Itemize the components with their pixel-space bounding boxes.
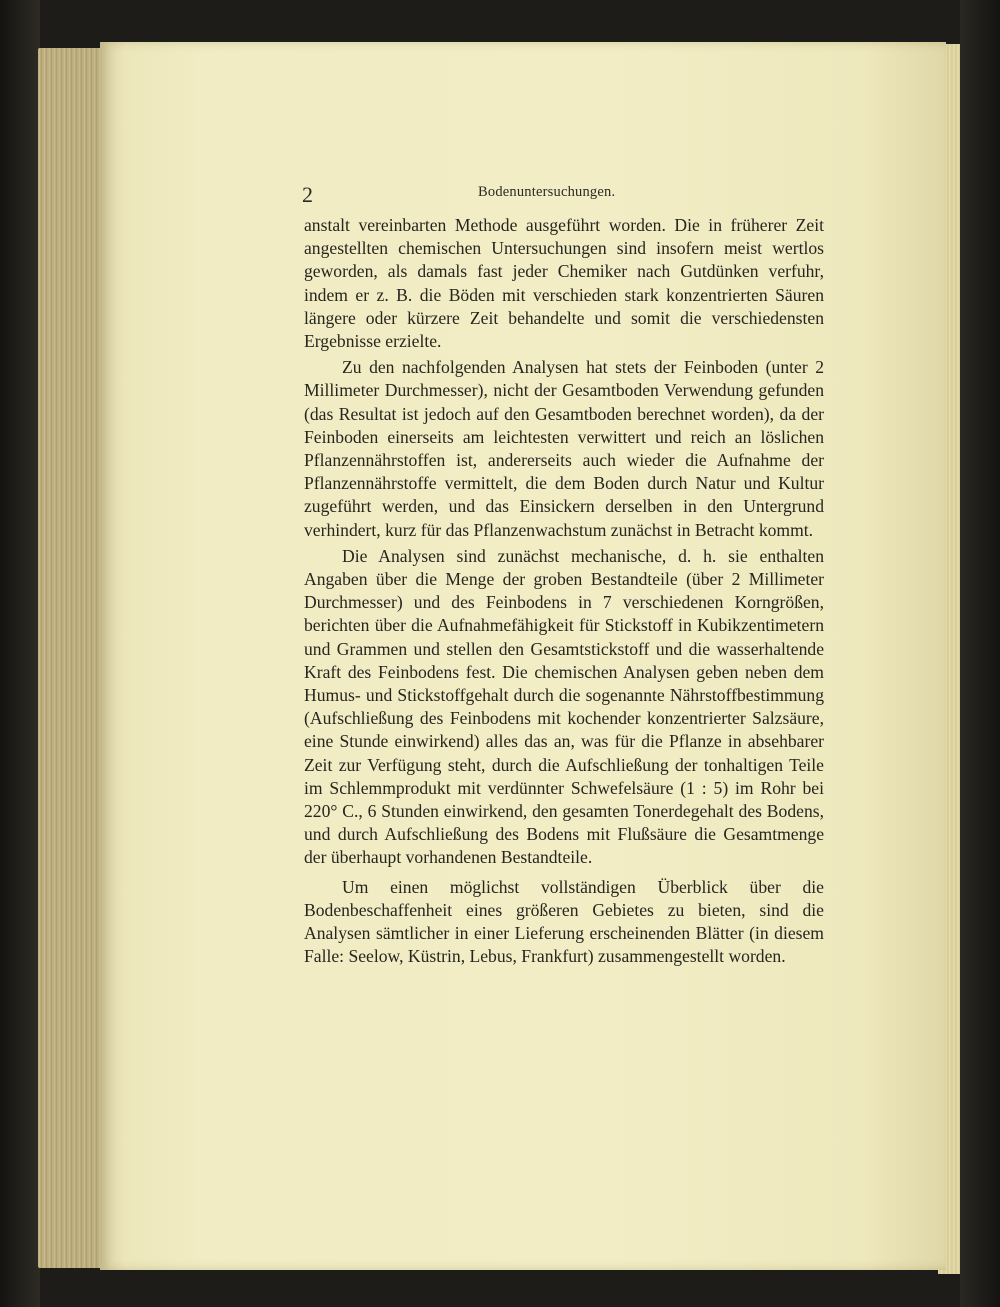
running-head-title: Bodenuntersuchungen.	[478, 184, 616, 200]
page-number: 2	[302, 182, 313, 207]
book-binding	[0, 0, 40, 1307]
body-text	[304, 214, 824, 969]
paragraph-4: Um einen möglichst vollständigen Überblick über die Bodenbeschaffenheit eines größeren Gebietes zu bieten, sind die Analysen sämtlicher in einer Lieferung erscheinenden Blätter (in diesem Falle: Seelow, Küstrin, Lebus, Frankfurt) zusammengestellt worden.	[304, 876, 824, 967]
page-edges-left	[38, 48, 106, 1268]
paragraph-1: anstalt vereinbarten Methode ausgeführt worden. Die in früherer Zeit angestellten chemischen Untersuchungen sind insofern meist wertlos geworden, als damals fast jeder Chemiker nach Gutdünken verfuhr, indem er z. B. die Böden mit verschieden stark konzentrierten Säuren längere oder kürzere Zeit behandelte und somit die verschiedensten Ergebnisse erzielte.	[304, 215, 824, 352]
background-right	[960, 0, 1000, 1307]
paragraph-2: Zu den nachfolgenden Analysen hat stets der Feinboden (unter 2 Millimeter Durchmesser), nicht der Gesamtboden Verwendung gefunden (das Resultat ist jedoch auf den Gesamtboden berechnet worden), da der Feinboden einerseits am leichtesten verwittert und reich an löslichen Pflanzennährstoffen ist, andererseits auch wieder die Aufnahme der Pflanzennährstoffe vermittelt, die dem Boden durch Natur und Kultur zugeführt werden, und das Einsickern derselben in den Untergrund verhindert, kurz für das Pflanzenwachstum zunächst in Betracht kommt.	[304, 357, 824, 540]
paragraph-3: Die Analysen sind zunächst mechanische, d. h. sie enthalten Angaben über die Menge der groben Bestandteile (über 2 Millimeter Durchmesser) und des Feinbodens in 7 verschiedenen Korngrößen, berichten über die Aufnahmefähigkeit für Stickstoff in Kubikzentimetern und Grammen und stellen den Gesamtstickstoff und die wasserhaltende Kraft des Feinbodens fest. Die chemischen Analysen geben neben dem Humus- und Stickstoffgehalt durch die sogenannte Nährstoffbestimmung (Aufschließung des Feinbodens mit kochender konzentrierter Salzsäure, eine Stunde einwirkend) alles das an, was für die Pflanze in absehbarer Zeit zur Verfügung steht, durch die Aufschließung der tonhaltigen Teile im Schlemmprodukt mit verdünnter Schwefelsäure (1 : 5) im Rohr bei 220° C., 6 Stunden einwirkend, den gesamten Tonerdegehalt des Bodens, und durch Aufschließung des Bodens mit Flußsäure die Gesamtmenge der überhaupt vorhandenen Bestandteile.	[304, 545, 824, 868]
running-head	[302, 180, 822, 210]
